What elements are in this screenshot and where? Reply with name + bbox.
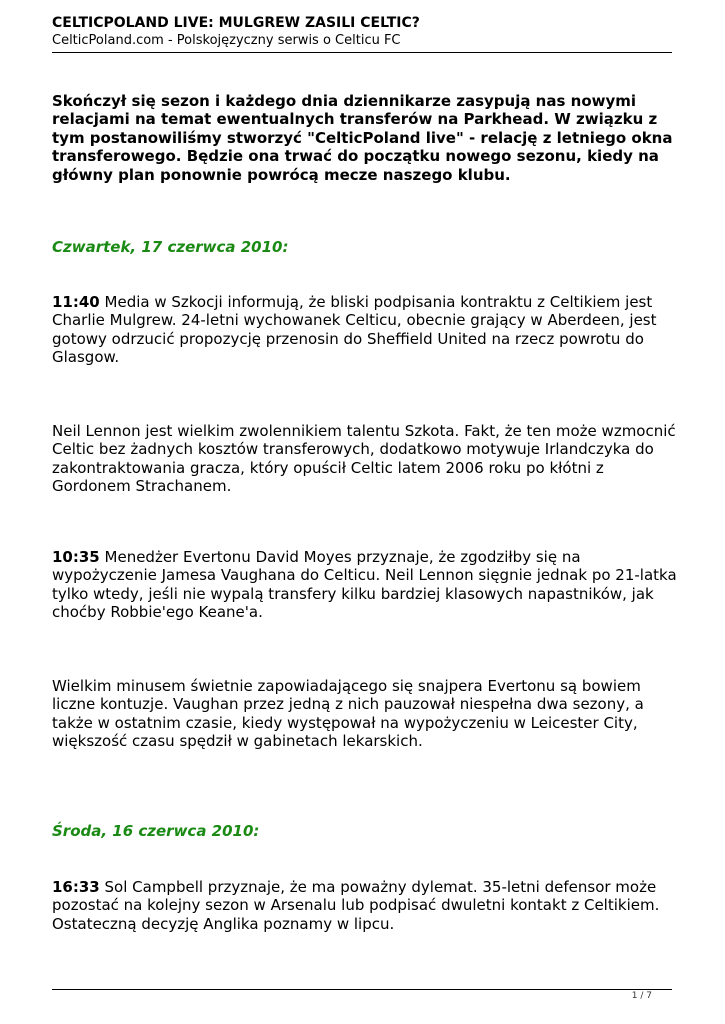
- entry-text: Neil Lennon jest wielkim zwolennikiem talentu Szkota. Fakt, że ten może wzmocnić Celtic bez żadnych kosztów transferowych, dodatkowo motywuje Irlandczyka do zakontraktowania gracza, który opuścił Celtic latem 2006 roku po kłótni z Gordonem Strachanem.: [52, 422, 676, 496]
- intro-paragraph: Skończył się sezon i każdego dnia dziennikarze zasypują nas nowymi relacjami na temat ewentualnych transferów na Parkhead. W związku z tym postanowiliśmy stworzyć "CelticPoland live" - relację z letniego okna transferowego. Będzie ona trwać do początku nowego sezonu, kiedy na główny plan ponownie powrócą mecze naszego klubu.: [52, 92, 673, 184]
- entry-time: 16:33: [52, 878, 100, 896]
- entry-paragraph: [52, 548, 677, 622]
- footer-divider: [52, 989, 672, 990]
- page-number: 1 / 7: [631, 991, 652, 1001]
- entry-text: Sol Campbell przyznaje, że ma poważny dylemat. 35-letni defensor może pozostać na kolejny sezon w Arsenalu lub podpisać dwuletni kontakt z Celtikiem. Ostateczną decyzję Anglika poznamy w lipcu.: [52, 878, 660, 933]
- entry-paragraph: [52, 293, 677, 367]
- document-title: CELTICPOLAND LIVE: MULGREW ZASILI CELTIC?: [52, 15, 420, 31]
- entry-text: Media w Szkocji informują, że bliski podpisania kontraktu z Celtikiem jest Charlie Mulgrew. 24-letni wychowanek Celticu, obecnie grający w Aberdeen, jest gotowy odrzucić propozycję przenosin do Sheffield United na rzecz powrotu do Glasgow.: [52, 293, 657, 367]
- header-divider: [52, 52, 672, 53]
- entry-paragraph: [52, 878, 677, 933]
- entry-paragraph: [52, 677, 677, 751]
- document-subtitle: CelticPoland.com - Polskojęzyczny serwis o Celticu FC: [52, 33, 401, 48]
- entry-time: 11:40: [52, 293, 100, 311]
- entry-time: 10:35: [52, 548, 100, 566]
- document-header: [52, 14, 672, 49]
- section-date: Czwartek, 17 czerwca 2010:: [52, 238, 289, 256]
- entry-text: Menedżer Evertonu David Moyes przyznaje, że zgodziłby się na wypożyczenie Jamesa Vaughana do Celticu. Neil Lennon sięgnie jednak po 21-latka tylko wtedy, jeśli nie wypalą transfery kilku bardziej klasowych napastników, jak choćby Robbie'ego Keane'a.: [52, 548, 677, 622]
- section-date: Środa, 16 czerwca 2010:: [52, 822, 260, 840]
- entry-paragraph: [52, 422, 677, 496]
- entry-text: Wielkim minusem świetnie zapowiadającego się snajpera Evertonu są bowiem liczne kontuzje. Vaughan przez jedną z nich pauzował niespełna dwa sezony, a także w ostatnim czasie, kiedy występował na wypożyczeniu w Leicester City, większość czasu spędził w gabinetach lekarskich.: [52, 677, 644, 751]
